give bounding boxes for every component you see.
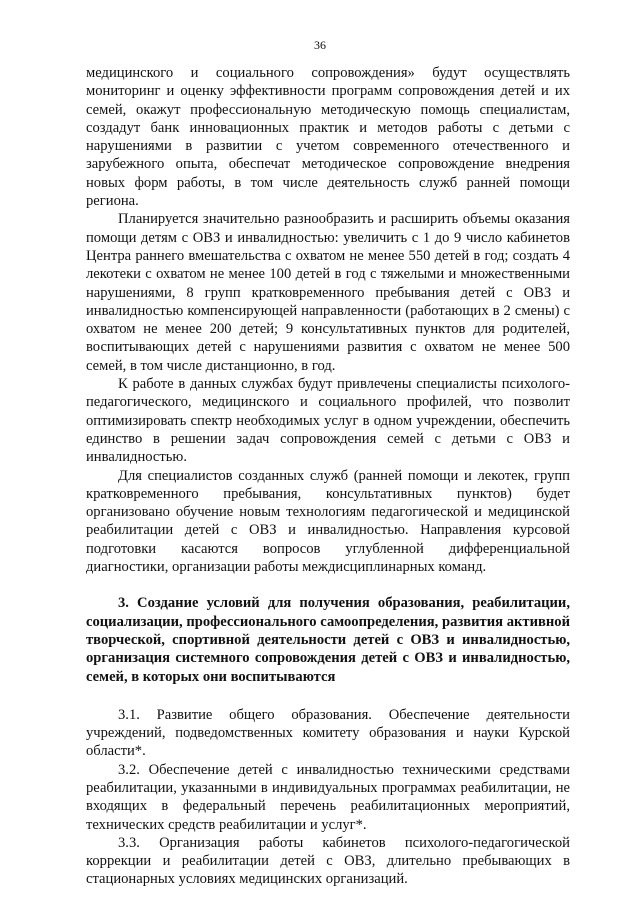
- spacer: [86, 686, 570, 706]
- paragraph: К работе в данных службах будут привлечены специалисты психолого-педагогического, медицинского и социального профилей, что позволит оптимизировать спектр необходимых услуг в одном учреждении, обеспечить единство в решении задач сопровождения семей с детьми с ОВЗ и инвалидностью.: [86, 376, 570, 466]
- paragraph: Планируется значительно разнообразить и расширить объемы оказания помощи детям с ОВЗ и инвалидностью: увеличить с 1 до 9 число кабинетов Центра раннего вмешательства с охватом не менее 550 детей в год; создать 4 лекотеки с охватом не менее 100 детей в год с тяжелыми и множественными нарушениями, 8 групп кратковременного пребывания детей с ОВЗ и инвалидностью компенсирующей направленности (работающих в 2 смены) с охватом не менее 200 детей; 9 консультативных пунктов для родителей, воспитывающих детей с нарушениями развития с охватом не менее 500 семей, в том числе дистанционно, в год.: [86, 211, 570, 374]
- list-item: 3.1. Развитие общего образования. Обеспечение деятельности учреждений, подведомственных комитету образования и науки Курской области*.: [86, 706, 570, 760]
- paragraph-continued: медицинского и социального сопровождения» будут осуществлять мониторинг и оценку эффективности программ сопровождения детей и их семей, окажут профессиональную методическую помощь специалистам, создадут банк инновационных практик и методов работы с детьми с нарушениями в развитии с учетом современного отечественного и зарубежного опыта, обеспечат методическое сопровождение внедрения новых форм работы, в том числе деятельность служб ранней помощи региона.: [86, 65, 570, 210]
- page-number: 36: [314, 38, 326, 52]
- list-item: 3.2. Обеспечение детей с инвалидностью техническими средствами реабилитации, указанными в индивидуальных программах реабилитации, не входящих в федеральный перечень реабилитационных мероприятий, технических средств реабилитации и услуг*.: [86, 761, 570, 833]
- paragraph: Для специалистов созданных служб (ранней помощи и лекотек, групп кратковременного пребывания, консультативных пунктов) будет организовано обучение новым технологиям педагогической и медицинской реабилитации детей с ОВЗ и инвалидностью. Направления курсовой подготовки касаются вопросов углубленной дифференциальной диагностики, организации работы междисциплинарных команд.: [86, 467, 570, 576]
- section-heading: 3. Создание условий для получения образования, реабилитации, социализации, профессионального самоопределения, развития активной творческой, спортивной деятельности детей с ОВЗ и инвалидностью, организация системного сопровождения детей с ОВЗ и инвалидностью, семей, в которых они воспитываются: [86, 595, 570, 685]
- list-item: 3.3. Организация работы кабинетов психолого-педагогической коррекции и реабилитации детей с ОВЗ, длительно пребывающих в стационарных условиях медицинских организаций.: [86, 834, 570, 888]
- document-body: [86, 64, 570, 889]
